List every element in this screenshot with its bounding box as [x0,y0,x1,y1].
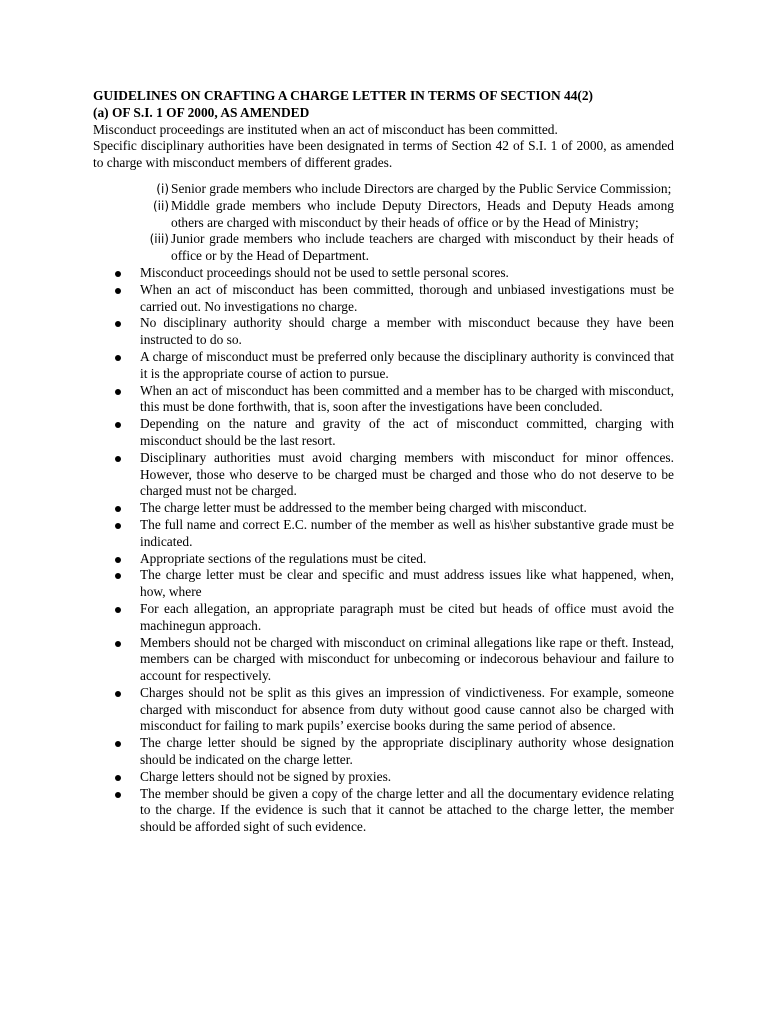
bullet-text: Disciplinary authorities must avoid charging members with misconduct for minor offences. However, those who deserve to be charged must be charged and those who do not deserve to be charged must not be charged. [140,449,674,499]
bullet-icon [115,321,121,327]
bullet-item [140,735,674,769]
bullet-text: For each allegation, an appropriate paragraph must be cited but heads of office must avoid the machinegun approach. [140,600,674,633]
bullet-text: The charge letter must be clear and specific and must address issues like what happened, when, how, where [140,567,674,600]
bullet-text: Misconduct proceedings should not be used to settle personal scores. [140,264,509,280]
bullet-icon [115,523,121,529]
bullet-icon [115,775,121,781]
list-item-text: Junior grade members who include teachers are charged with misconduct by their heads of office or by the Head of Department. [171,231,674,264]
grade-list-item [141,231,674,265]
bullet-icon [115,641,121,647]
bullet-item [140,685,674,735]
bullet-icon [115,271,121,277]
bullet-item [140,349,674,383]
list-number: (ii) [152,198,169,213]
bullet-text: No disciplinary authority should charge a member with misconduct because they have been instructed to do so. [140,315,674,348]
bullet-text: When an act of misconduct has been committed and a member has to be charged with misconduct, this must be done forthwith, that is, soon after the investigations have been concluded. [140,382,674,415]
bullet-item [140,383,674,417]
bullet-text: A charge of misconduct must be preferred only because the disciplinary authority is convinced that it is the appropriate course of action to pursue. [140,348,674,381]
bullet-text: Charge letters should not be signed by proxies. [140,768,392,784]
bullet-icon [115,607,121,613]
bullet-icon [115,741,121,747]
intro-paragraph-2: Specific disciplinary authorities have been designated in terms of Section 42 of S.I. 1 of 2000, as amended to charge with misconduct members of different grades. [93,138,674,171]
bullet-icon [115,557,121,563]
bullet-item [140,769,674,786]
bullet-item [140,265,674,282]
bullet-item [140,315,674,349]
bullet-text: Appropriate sections of the regulations must be cited. [140,550,427,566]
intro-paragraph-1: Misconduct proceedings are instituted when an act of misconduct has been committed. [93,121,558,137]
bullet-icon [115,792,121,798]
list-number: (i) [156,181,169,196]
document-page [93,88,674,836]
bullet-text: The charge letter must be addressed to the member being charged with misconduct. [140,500,587,516]
bullet-text: The charge letter should be signed by the appropriate disciplinary authority whose designation should be indicated on the charge letter. [140,735,674,768]
bullet-icon [115,506,121,512]
bullet-item [140,567,674,601]
bullet-text: The member should be given a copy of the charge letter and all the documentary evidence relating to the charge. If the evidence is such that it cannot be attached to the charge letter, the member should be afforded sight of such evidence. [140,785,674,835]
bullet-item [140,416,674,450]
bullet-item [140,450,674,500]
bullet-text: Members should not be charged with misconduct on criminal allegations like rape or theft. Instead, members can be charged with misconduct for unbecoming or indecorous behaviour and failure to account for respectively. [140,634,674,684]
list-number: (iii) [149,232,169,247]
title-line-1: GUIDELINES ON CRAFTING A CHARGE LETTER IN TERMS OF SECTION 44(2) [93,88,594,103]
document-title [93,88,674,122]
bullet-text: The full name and correct E.C. number of the member as well as his\her substantive grade must be indicated. [140,516,674,549]
bullet-item [140,786,674,836]
grade-list-item [141,181,674,198]
list-item-text: Middle grade members who include Deputy Directors, Heads and Deputy Heads among others are charged with misconduct by their heads of office or by the Head of Ministry; [171,197,674,230]
bullet-item [140,601,674,635]
bullet-text: When an act of misconduct has been committed, thorough and unbiased investigations must be carried out. No investigations no charge. [140,281,674,314]
bullet-icon [115,288,121,294]
bullet-item [140,635,674,685]
grade-list [93,181,674,265]
bullet-item [140,517,674,551]
bullet-icon [115,573,121,579]
bullet-icon [115,355,121,361]
guideline-bullets [93,265,674,836]
bullet-text: Charges should not be split as this gives an impression of vindictiveness. For example, someone charged with misconduct for absence from duty without good cause cannot also be charged with misconduct for failing to mark pupils’ exercise books during the same period of absence. [140,684,674,734]
bullet-item [140,551,674,568]
bullet-icon [115,389,121,395]
bullet-icon [115,456,121,462]
bullet-text: Depending on the nature and gravity of the act of misconduct committed, charging with misconduct should be the last resort. [140,416,674,448]
title-line-2: (a) OF S.I. 1 OF 2000, AS AMENDED [93,104,310,120]
bullet-item [140,500,674,517]
bullet-item [140,282,674,316]
list-item-text: Senior grade members who include Directors are charged by the Public Service Commission; [171,180,672,196]
bullet-icon [115,422,121,428]
bullet-icon [115,691,121,697]
grade-list-item [141,198,674,232]
